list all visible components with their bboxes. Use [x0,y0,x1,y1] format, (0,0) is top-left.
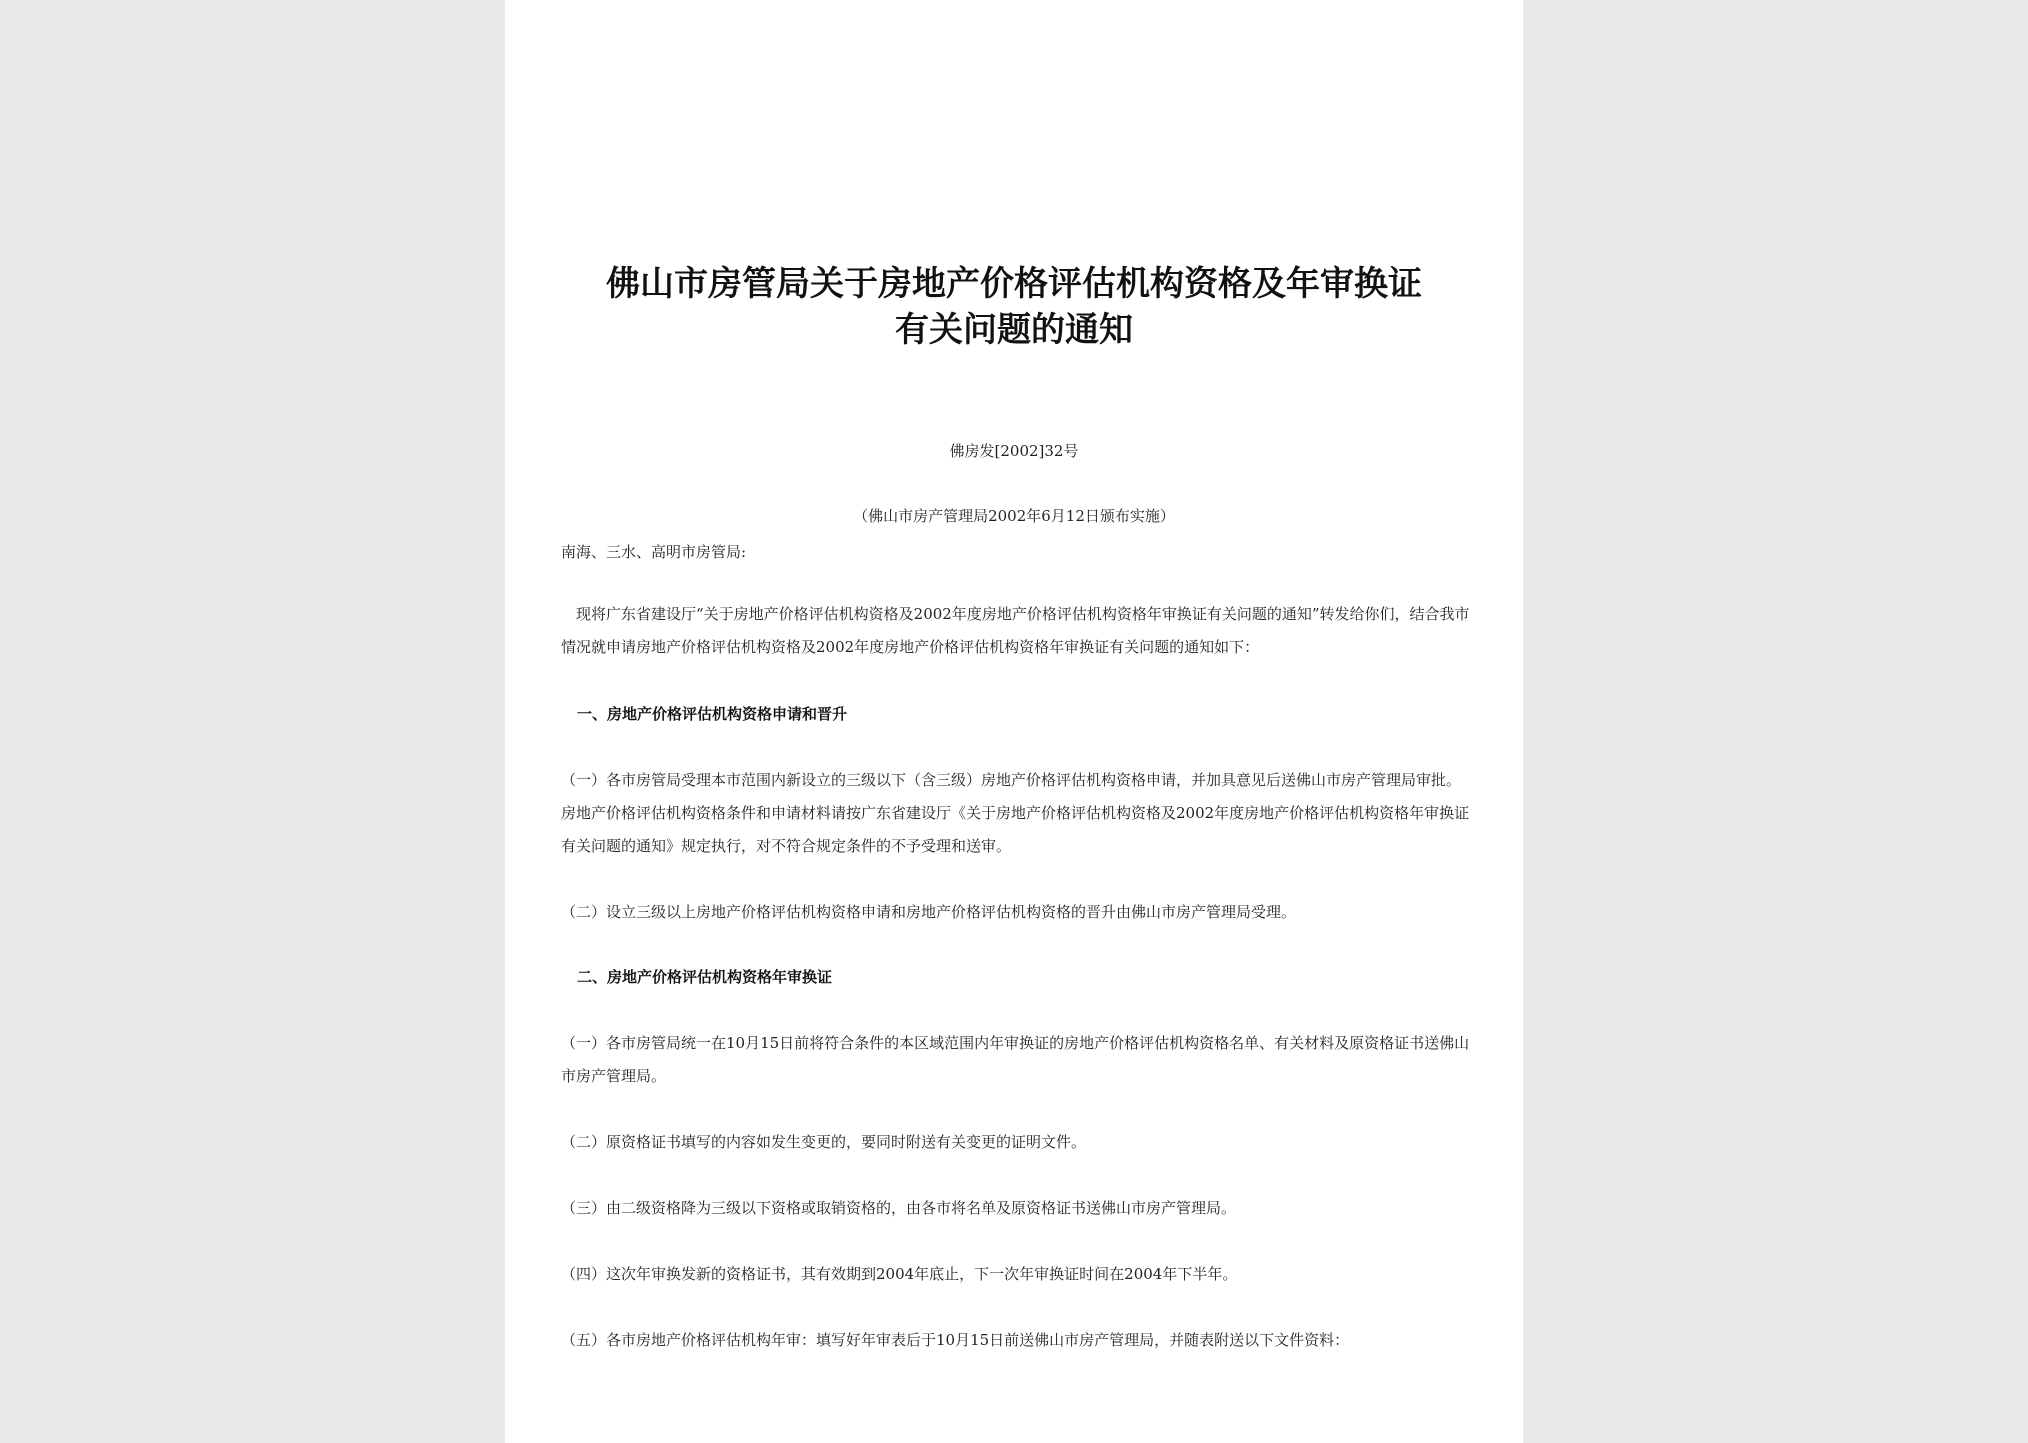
section2-item-1: （一）各市房管局统一在10月15日前将符合条件的本区域范围内年审换证的房地产价格评估机构资格名单、有关材料及原资格证书送佛山市房产管理局。 [561,1034,1470,1085]
section2-item-4: （四）这次年审换发新的资格证书，其有效期到2004年底止，下一次年审换证时间在2004年下半年。 [561,1265,1238,1283]
document-page [505,0,1523,1443]
section1-item-1: （一）各市房管局受理本市范围内新设立的三级以下（含三级）房地产价格评估机构资格申请，并加具意见后送佛山市房产管理局审批。房地产价格评估机构资格条件和申请材料请按广东省建设厅《关于房地产价格评估机构资格及2002年度房地产价格评估机构资格年审换证有关问题的通知》规定执行，对不符合规定条件的不予受理和送审。 [561,771,1470,855]
section2-item-5: （五）各市房地产价格评估机构年审：填写好年审表后于10月15日前送佛山市房产管理局，并随表附送以下文件资料： [561,1331,1350,1349]
document-title-line2: 有关问题的通知 [895,310,1133,350]
addressee: 南海、三水、高明市房管局: [561,543,747,561]
section2-item-3: （三）由二级资格降为三级以下资格或取销资格的，由各市将名单及原资格证书送佛山市房产管理局。 [561,1199,1237,1217]
document-title-line1: 佛山市房管局关于房地产价格评估机构资格及年审换证 [606,264,1422,304]
issue-date-line: （佛山市房产管理局2002年6月12日颁布实施） [853,507,1175,525]
section2-item-2: （二）原资格证书填写的内容如发生变更的，要同时附送有关变更的证明文件。 [561,1133,1087,1151]
document-number: 佛房发[2002]32号 [949,442,1079,460]
section1-item-2: （二）设立三级以上房地产价格评估机构资格申请和房地产价格评估机构资格的晋升由佛山市房产管理局受理。 [561,903,1297,921]
intro-paragraph: 现将广东省建设厅“关于房地产价格评估机构资格及2002年度房地产价格评估机构资格年审换证有关问题的通知”转发给你们，结合我市情况就申请房地产价格评估机构资格及2002年度房地产价格评估机构资格年审换证有关问题的通知如下： [561,605,1470,656]
section2-heading: 二、房地产价格评估机构资格年审换证 [577,968,833,986]
section1-heading: 一、房地产价格评估机构资格申请和晋升 [577,705,848,723]
